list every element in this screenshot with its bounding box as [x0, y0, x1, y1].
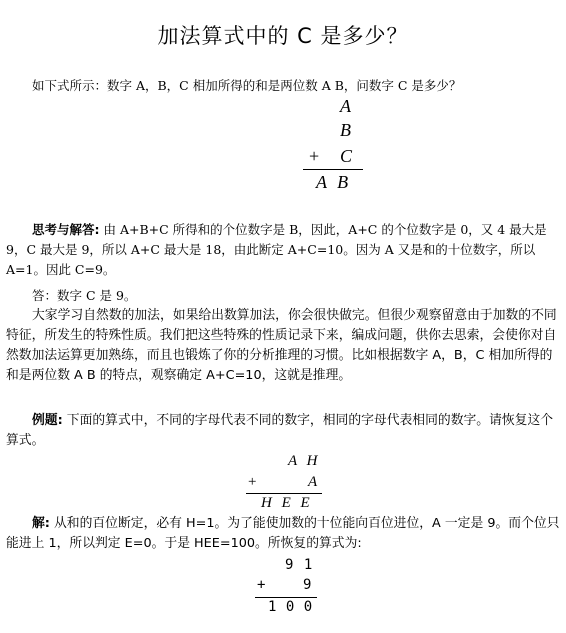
figure3-plus: +: [257, 577, 266, 593]
figure2-result: H E E: [261, 495, 310, 511]
figure3-sum-line: [255, 597, 317, 598]
example-block: [6, 411, 562, 451]
figure1-row3: C: [340, 146, 353, 166]
figure1-row1: A: [340, 96, 351, 116]
solution-text: 从和的百位断定，必有 H=1。为了能使加数的十位能向百位进位，A 一定是 9。而个位只能进上 1，所以判定 E=0。于是 HEE=100。所恢复的算式为:: [6, 516, 560, 551]
solution-label: 解:: [32, 516, 50, 531]
figure2-row1: A H: [288, 453, 318, 469]
answer-conclusion: 答：数字 C 是 9。: [32, 288, 137, 303]
example-label: 例题:: [32, 413, 63, 428]
figure3-row1: 9 1: [285, 557, 313, 573]
figure3-result: 1 0 0: [268, 599, 313, 615]
figure1-result: A B: [316, 172, 349, 192]
figure2-sum-line: [246, 493, 322, 494]
discussion-paragraph: 大家学习自然数的加法，如果给出数算加法，你会很快做完。但很少观察留意由于加数的不同特征，所发生的特殊性质。我们把这些特殊的性质记录下来，编成问题，供你去思索，会使你对自然数加法运算更加熟练，而且也锻炼了你的分析推理的习惯。比如根据数字 A，B，C 相加所得的和是两位数 A B 的特点，观察确定 A+C=10，这就是推理。: [6, 308, 557, 383]
figure2-row2: A: [308, 474, 318, 490]
figure1-plus: +: [309, 146, 320, 166]
answer-block: [6, 220, 562, 280]
answer-text: 由 A+B+C 所得和的个位数字是 B，因此，A+C 的个位数字是 0，又 4 最大是 9，C 最大是 9，所以 A+C 最大是 18，由此断定 A+C=10。因为 A 又是和的十位数字，所以 A=1。因此 C=9。: [6, 222, 547, 277]
answer-label: 思考与解答:: [32, 222, 100, 237]
figure1-sum-line: [303, 169, 363, 170]
figure1-row2: B: [340, 120, 351, 140]
figure2-plus: +: [248, 474, 257, 490]
figure3-row2: 9: [303, 577, 312, 593]
solution-block: [6, 514, 562, 554]
example-text: 下面的算式中，不同的字母代表不同的数字，相同的字母代表相同的数字。请恢复这个算式。: [6, 413, 554, 448]
page-title: 加法算式中的 C 是多少？: [157, 24, 409, 48]
problem-statement: 如下式所示：数字 A，B，C 相加所得的和是两位数 A B，问数字 C 是多少？: [32, 78, 462, 93]
